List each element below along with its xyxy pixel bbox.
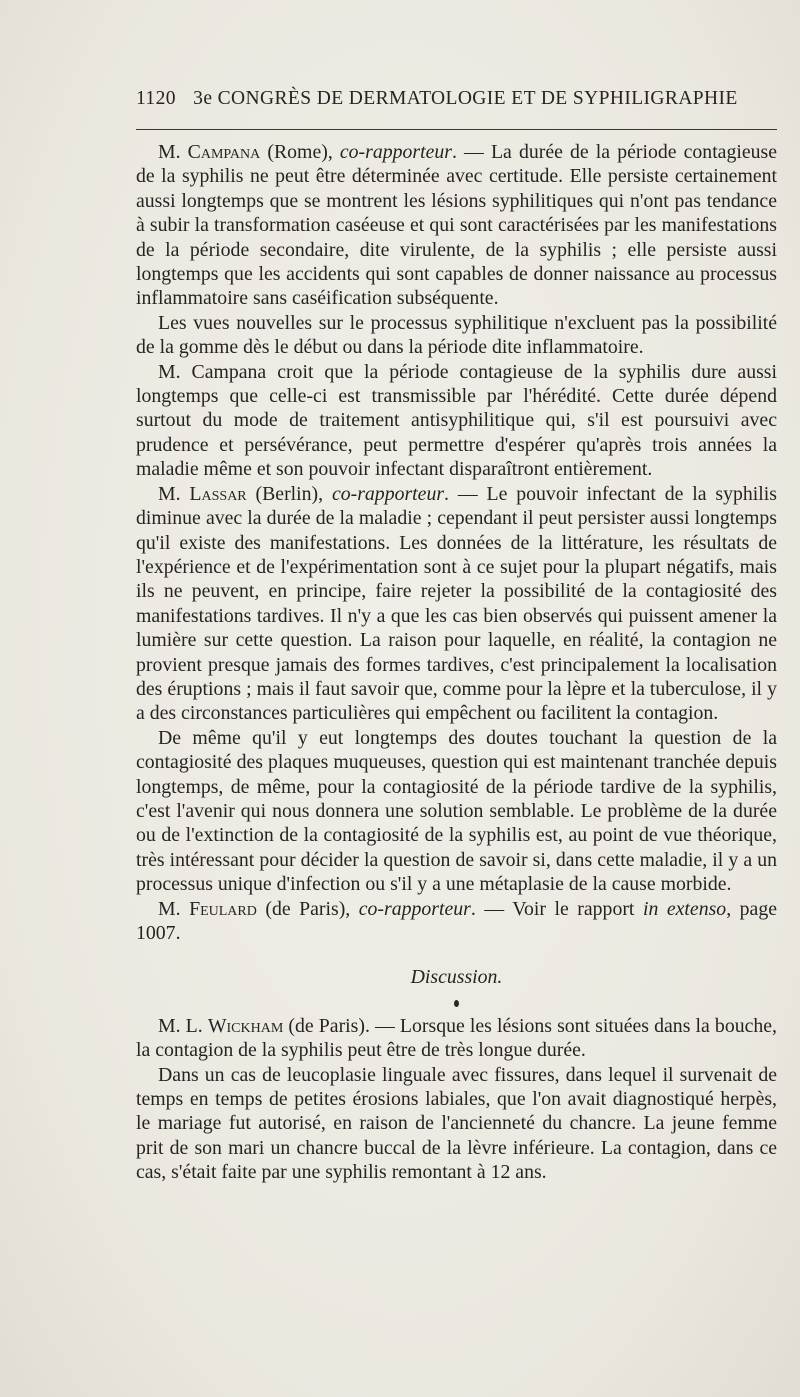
paragraph-feulard xyxy=(136,897,777,946)
paragraph-plaques-muqueuses: De même qu'il y eut longtemps des doutes touchant la question de la contagiosité des plaques muqueuses, question qui est maintenant tranchée depuis longtemps, de même, pour la contagiosité de la période tardive de la syphilis, c'est l'avenir qui nous donnera une solution semblable. Le problème de la durée ou de l'extinction de la contagiosité de la syphilis est, au point de vue théorique, très intéressant pour décider la question de savoir si, dans cette maladie, il y a un processus unique d'infection ou s'il y a une métaplasie de la cause morbide. xyxy=(136,726,777,896)
speaker-role: co-rapporteur xyxy=(331,482,445,505)
speaker-location: (Rome), xyxy=(260,141,340,163)
paragraph-text: , page 1007. xyxy=(136,897,777,944)
header-rule xyxy=(136,129,777,130)
body-text xyxy=(136,140,777,1185)
speaker-location: (de Paris), xyxy=(256,897,359,920)
ornament-dot-icon xyxy=(136,990,777,1014)
paragraph-leucoplasie: Dans un cas de leucoplasie linguale avec fissures, dans lequel il survenait de temps en temps de petites érosions labiales, que l'on avait diagnostiqué herpès, le mariage fut autorisé, en raison de l'ancienneté du chancre. La jeune femme prit de son mari un chancre buccal de la lèvre inférieure. La contagion, dans ce cas, s'était faite par une syphilis remontant à 12 ans. xyxy=(136,1063,777,1184)
paragraph-text: . — La durée de la période contagieuse de la syphilis ne peut être déterminée avec certitude. Elle persiste certainement aussi longtemps que se montrent les lésions syphilitiques qui n'ont pas tendance à subir la transformation caséeuse et qui sont caractérisées par les manifestations de la période secondaire, dite virulente, de la syphilis ; elle persiste aussi longtemps que les accidents qui sont capables de donner naissance au processus inflammatoire sans caséification subséquente. xyxy=(136,141,777,310)
paragraph-lassar xyxy=(136,482,777,726)
paragraph-campana xyxy=(136,140,777,311)
paragraph-text: (de Paris). — Lorsque les lésions sont situées dans la bouche, la contagion de la syphilis peut être de très longue durée. xyxy=(136,1014,777,1062)
speaker-prefix: M. L. xyxy=(158,1014,208,1037)
page-number: 1120 xyxy=(136,88,176,109)
paragraph-text: . — Le pouvoir infectant de la syphilis diminue avec la durée de la maladie ; cependant il peut persister aussi longtemps qu'il existe des manifestations. Les données de la littérature, les résultats de l'expérience et de l'expérimentation sont à ce sujet pour la plupart négatifs, mais ils ne peuvent, en principe, faire rejeter la possibilité de la contagiosité des manifestations tardives. Il n'y a que les cas bien observés qui puissent amener la lumière sur cette question. La raison pour laquelle, en réalité, la contagion ne provient presque jamais des formes tardives, c'est principalement la localisation des éruptions ; mais il faut savoir que, comme pour la lèpre et la tuberculose, il y a des circonstances particulières qui empêchent ou facilitent la contagion. xyxy=(136,482,777,725)
running-header xyxy=(136,88,776,110)
paragraph-wickham xyxy=(136,1014,777,1063)
paragraph-campana-heredite: M. Campana croit que la période contagieuse de la syphilis dure aussi longtemps que celle-ci est transmissible par l'hérédité. Cette durée dépend surtout du mode de traitement antisyphilitique qui, s'il est poursuivi avec prudence et persévérance, peut permettre d'espérer qu'après trois années la maladie même et son pouvoir infectant disparaîtront entièrement. xyxy=(136,360,777,481)
paragraph-text: . — Voir le rapport xyxy=(470,897,643,920)
speaker-name: Lassar xyxy=(189,482,247,505)
speaker-name: Campana xyxy=(187,141,261,163)
speaker-name: Feulard xyxy=(189,897,257,920)
in-extenso-emphasis: in extenso xyxy=(642,897,727,920)
speaker-role: co-rapporteur xyxy=(358,897,471,920)
speaker-location: (Berlin), xyxy=(246,482,332,505)
speaker-name: Wickham xyxy=(207,1014,284,1037)
running-title: 3e CONGRÈS DE DERMATOLOGIE ET DE SYPHILIGRAPHIE xyxy=(193,88,738,109)
speaker-role: co-rapporteur xyxy=(339,141,452,163)
paragraph-gomme: Les vues nouvelles sur le processus syphilitique n'excluent pas la possibilité de la gomme dès le début ou dans la période dite inflammatoire. xyxy=(136,311,777,359)
speaker-prefix: M. xyxy=(158,482,190,505)
speaker-prefix: M. xyxy=(158,897,190,920)
discussion-heading: Discussion. xyxy=(410,966,503,989)
speaker-prefix: M. xyxy=(158,141,188,163)
